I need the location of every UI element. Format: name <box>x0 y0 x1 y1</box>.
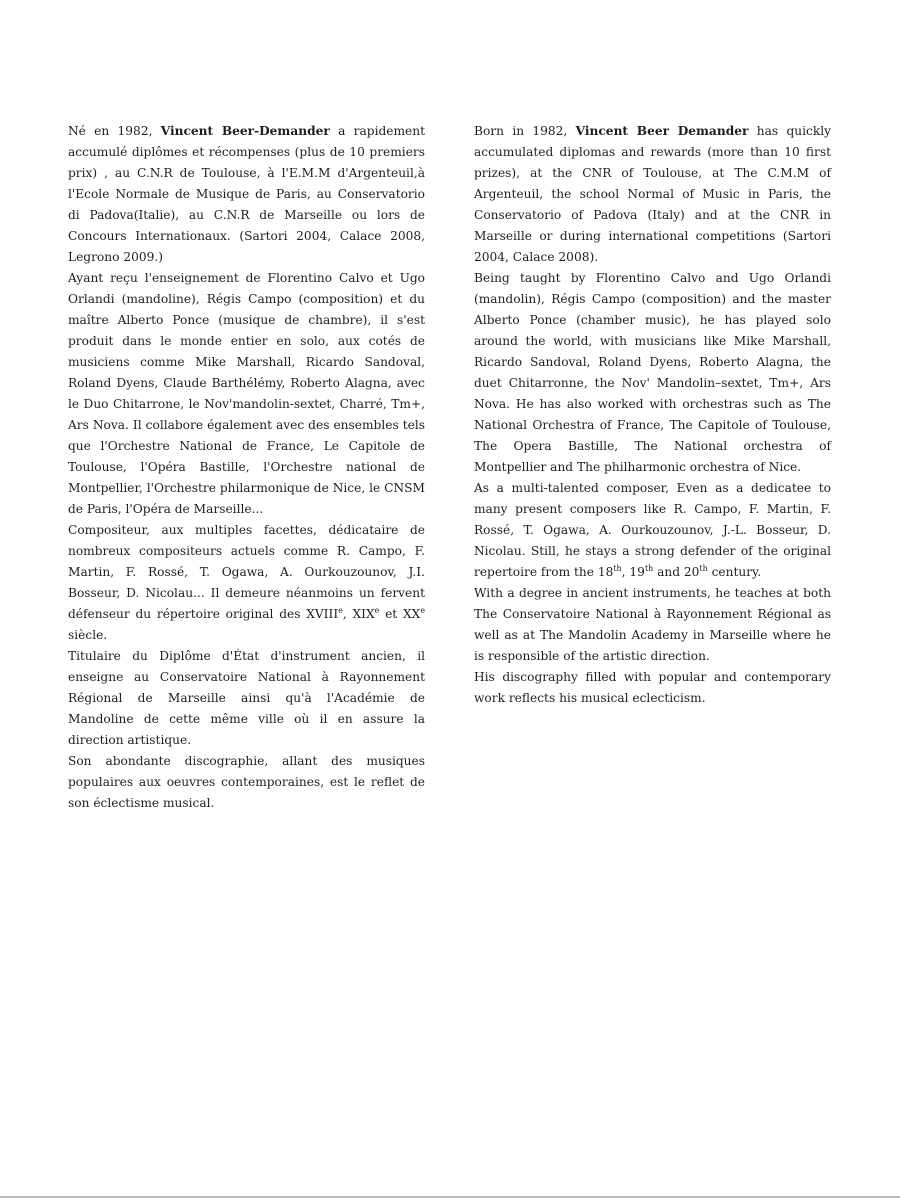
english-paragraph-discography: His discography filled with popular and contemporary work reflects his musical eclecticism. <box>474 670 831 705</box>
english-paragraph-composer: As a multi-talented composer, Even as a dedicatee to many present composers like R. Campo, F. Martin, F. Rossé, T. Ogawa, A. Ourkouzounov, J.-L. Bosseur, D. Nicolau. Still, he stays a strong defender of the original repertoire from the 18th, 19th and 20th century. <box>474 481 831 579</box>
page-bottom-divider <box>0 1196 900 1198</box>
english-paragraph-teaching: With a degree in ancient instruments, he teaches at both The Conservatoire National à Rayonnement Régional as well as at The Mandolin Academy in Marseille where he is responsible of the artistic direction. <box>474 586 831 663</box>
english-artist-name: Vincent Beer Demander <box>575 124 749 138</box>
french-biography-column <box>68 121 425 814</box>
french-paragraph-composer: Compositeur, aux multiples facettes, dédicataire de nombreux compositeurs actuels comme R. Campo, F. Martin, F. Rossé, T. Ogawa, A. Ourkouzounov, J.I. Bosseur, D. Nicolau... Il demeure néanmoins un fervent défenseur du répertoire original des XVIIIe, XIXe et XXe siècle. <box>68 523 426 642</box>
english-paragraph-training: Being taught by Florentino Calvo and Ugo Orlandi (mandolin), Régis Campo (composition) and the master Alberto Ponce (chamber music), he has played solo around the world, with musicians like Mike Marshall, Ricardo Sandoval, Roland Dyens, Roberto Alagna, the duet Chitarronne, the Nov' Mandolin–sextet, Tm+, Ars Nova. He has also worked with orchestras such as The National Orchestra of France, The Capitole of Toulouse, The Opera Bastille, The National orchestra of Montpellier and The philharmonic orchestra of Nice. <box>474 271 831 474</box>
french-paragraph-teaching: Titulaire du Diplôme d'État d'instrument ancien, il enseigne au Conservatoire National à Rayonnement Régional de Marseille ainsi qu'à l'Académie de Mandoline de cette même ville où il en assure la direction artistique. <box>68 649 425 747</box>
english-paragraph-intro: Born in 1982, Vincent Beer Demander has quickly accumulated diplomas and rewards (more than 10 first prizes), at the CNR of Toulouse, at The C.M.M of Argenteuil, the school Normal of Music in Paris, the Conservatorio of Padova (Italy) and at the CNR in Marseille or during international competitions (Sartori 2004, Calace 2008). <box>474 124 831 264</box>
french-artist-name: Vincent Beer-Demander <box>160 124 330 138</box>
french-paragraph-training: Ayant reçu l'enseignement de Florentino Calvo et Ugo Orlandi (mandoline), Régis Campo (composition) et du maître Alberto Ponce (musique de chambre), il s'est produit dans le monde entier en solo, aux cotés de musiciens comme Mike Marshall, Ricardo Sandoval, Roland Dyens, Claude Barthélémy, Roberto Alagna, avec le Duo Chitarrone, le Nov'mandolin-sextet, Charré, Tm+, Ars Nova. Il collabore également avec des ensembles tels que l'Orchestre National de France, Le Capitole de Toulouse, l'Opéra Bastille, l'Orchestre national de Montpellier, l'Orchestre philarmonique de Nice, le CNSM de Paris, l'Opéra de Marseille... <box>68 271 425 516</box>
french-paragraph-intro: Né en 1982, Vincent Beer-Demander a rapidement accumulé diplômes et récompenses (plus de 10 premiers prix) , au C.N.R de Toulouse, à l'E.M.M d'Argenteuil,à l'Ecole Normale de Musique de Paris, au Conservatorio di Padova(Italie), au C.N.R de Marseille ou lors de Concours Internationaux. (Sartori 2004, Calace 2008, Legrono 2009.) <box>68 124 425 264</box>
english-biography-column <box>474 121 831 709</box>
french-paragraph-discography: Son abondante discographie, allant des musiques populaires aux oeuvres contemporaines, est le reflet de son éclectisme musical. <box>68 754 425 810</box>
